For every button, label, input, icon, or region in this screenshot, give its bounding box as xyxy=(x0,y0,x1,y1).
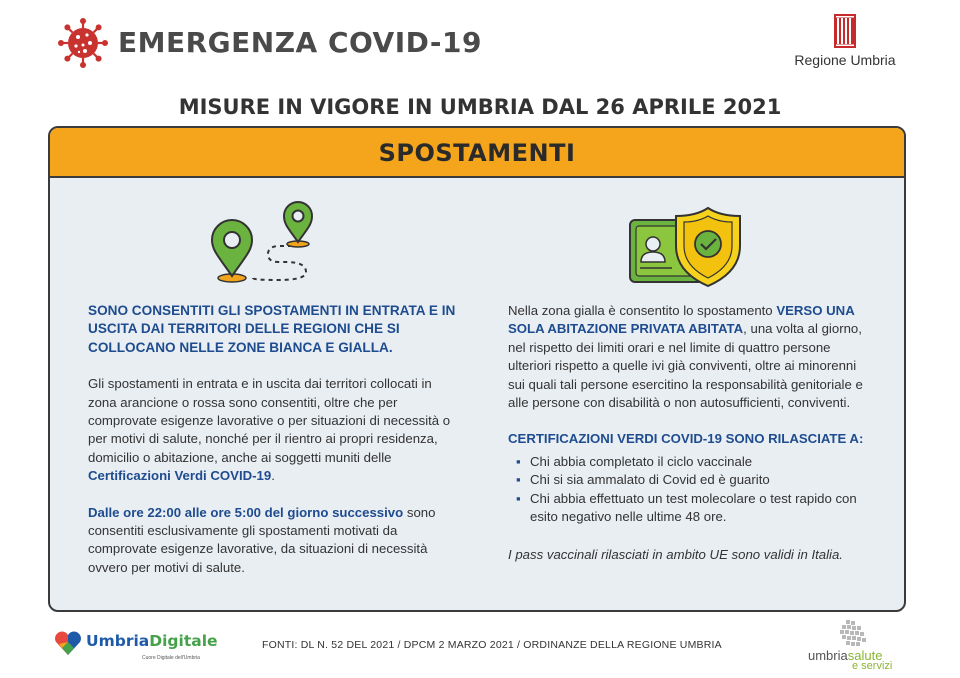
regione-umbria-logo xyxy=(790,14,900,68)
eu-pass-note: I pass vaccinali rilasciati in ambito UE sono validi in Italia. xyxy=(508,547,843,563)
right-paragraph-1 xyxy=(508,302,868,412)
coronavirus-icon xyxy=(58,18,108,68)
umbria-digitale-tagline: Cuore Digitale dell'Umbria xyxy=(142,655,200,661)
left-paragraph-2-text: sono consentiti esclusivamente gli spostamenti motivati da comprovate esigenze lavorative, da situazioni di necessità ovvero per motivi di salute. xyxy=(88,504,436,575)
page-subtitle: MISURE IN VIGORE IN UMBRIA DAL 26 APRILE 2021 xyxy=(178,95,782,119)
right-paragraph-1-start: Nella zona gialla è consentito lo spostamento xyxy=(508,303,777,318)
map-route-icon xyxy=(208,198,348,288)
certificazioni-list xyxy=(522,453,868,527)
spostamenti-card xyxy=(48,126,906,612)
abitazione-highlight: VERSO UNA SOLA ABITAZIONE PRIVATA ABITATA xyxy=(508,303,855,337)
card-header-bar xyxy=(50,128,904,178)
left-paragraph-1-text: Gli spostamenti in entrata e in uscita dai territori collocati in zona arancione o rossa sono consentiti, oltre che per comprovate esigenze lavorative o per situazioni di necessità o per motivi di salute, nonché per il rientro ai propri residenza, domicilio o abitazione, anche ai soggetti muniti delle xyxy=(88,376,451,465)
list-item: ▪ Chi abbia effettuato un test molecolare o test rapido con esito negativo nelle ultime 48 ore. xyxy=(522,490,868,527)
left-paragraph-1 xyxy=(88,375,458,485)
right-column xyxy=(508,302,868,565)
umbria-salute-tagline: e servizi xyxy=(852,660,893,672)
left-paragraph-2 xyxy=(88,504,458,578)
sources-note: FONTI: DL N. 52 DEL 2021 / DPCM 2 MARZO 2021 / ORDINANZE DELLA REGIONE UMBRIA xyxy=(262,639,722,651)
umbria-digitale-name-part2: Digitale xyxy=(149,632,218,650)
umbria-digitale-logo xyxy=(54,628,234,668)
left-heading: SONO CONSENTITI GLI SPOSTAMENTI IN ENTRATA E IN USCITA DAI TERRITORI DELLE REGIONI CHE SI COLLOCANO NELLE ZONE BIANCA E GIALLA. xyxy=(88,303,456,355)
left-column xyxy=(88,302,458,595)
list-item: ▪ Chi si sia ammalato di Covid ed è guarito xyxy=(522,471,868,489)
green-pass-shield-icon xyxy=(628,204,746,290)
header xyxy=(0,0,960,90)
region-name: Regione Umbria xyxy=(794,52,896,68)
heart-logo-icon xyxy=(54,630,82,656)
umbria-digitale-name-part1: Umbria xyxy=(86,632,150,650)
regione-umbria-emblem-icon xyxy=(834,14,856,48)
right-paragraph-1-text: , una volta al giorno, nel rispetto dei limiti orari e nel limite di quattro persone ulteriori rispetto a quelle ivi già conviventi, oltre ai minorenni sui quali tali persone esercitino la responsabilità genitoriale e alle persone con disabilità o non autosufficienti, conviventi. xyxy=(508,321,863,411)
umbria-salute-logo xyxy=(808,620,900,674)
list-item: ▪ Chi abbia completato il ciclo vaccinale xyxy=(522,453,868,471)
page-header-title: EMERGENZA COVID-19 xyxy=(118,26,482,59)
umbria-salute-name-part2: salute xyxy=(847,648,883,663)
umbria-digitale-name xyxy=(86,632,218,650)
umbria-map-icon xyxy=(832,620,872,650)
curfew-highlight: Dalle ore 22:00 alle ore 5:00 del giorno successivo xyxy=(88,504,404,520)
card-title: SPOSTAMENTI xyxy=(378,139,576,167)
umbria-salute-name-part1: umbria xyxy=(808,648,848,663)
footer xyxy=(0,620,960,678)
certificazioni-heading: CERTIFICAZIONI VERDI COVID-19 SONO RILASCIATE A: xyxy=(508,431,864,447)
left-paragraph-1-end: . xyxy=(271,468,275,484)
certificazioni-verdi-highlight: Certificazioni Verdi COVID-19 xyxy=(88,468,272,484)
